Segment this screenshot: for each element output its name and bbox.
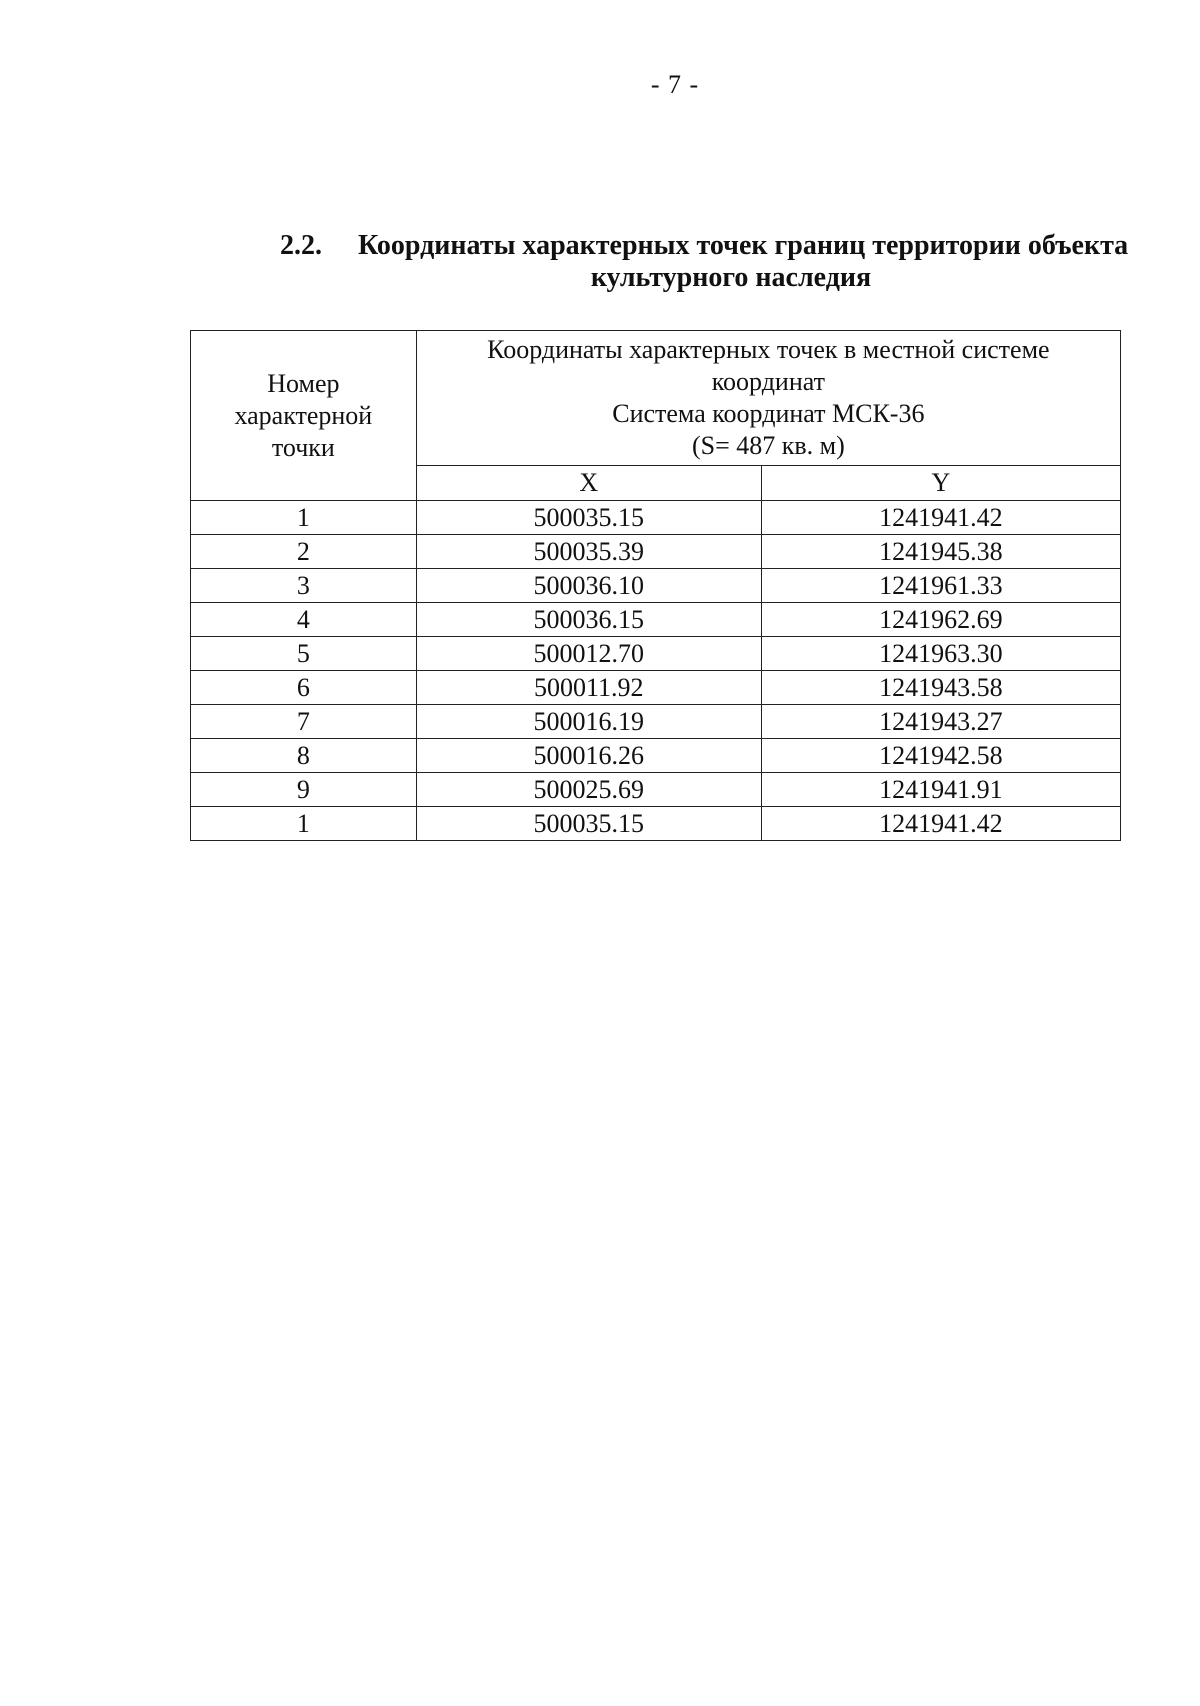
point-cell: 4 xyxy=(191,603,417,637)
point-cell: 3 xyxy=(191,569,417,603)
point-number-header: Номер характерной точки xyxy=(191,331,417,501)
table-row xyxy=(191,705,1121,739)
point-cell: 6 xyxy=(191,671,417,705)
y-cell: 1241963.30 xyxy=(761,637,1120,671)
x-cell: 500036.10 xyxy=(416,569,761,603)
y-cell: 1241961.33 xyxy=(761,569,1120,603)
section-heading xyxy=(280,230,1160,294)
x-cell: 500025.69 xyxy=(416,773,761,807)
table-row xyxy=(191,569,1121,603)
table-row xyxy=(191,603,1121,637)
point-cell: 1 xyxy=(191,807,417,841)
point-cell: 2 xyxy=(191,535,417,569)
coordinates-table xyxy=(190,330,1121,841)
point-cell: 1 xyxy=(191,501,417,535)
point-cell: 9 xyxy=(191,773,417,807)
x-column-header: X xyxy=(416,466,761,501)
page-number: - 7 - xyxy=(650,70,700,99)
point-cell: 7 xyxy=(191,705,417,739)
y-cell: 1241941.42 xyxy=(761,501,1120,535)
x-cell: 500016.26 xyxy=(416,739,761,773)
table-row xyxy=(191,807,1121,841)
x-cell: 500011.92 xyxy=(416,671,761,705)
x-cell: 500035.15 xyxy=(416,807,761,841)
y-cell: 1241962.69 xyxy=(761,603,1120,637)
section-title-line1: Координаты характерных точек границ территории объекта xyxy=(358,230,1129,261)
section-title-line2: культурного наследия xyxy=(590,262,872,293)
point-cell: 8 xyxy=(191,739,417,773)
coordinates-header: Координаты характерных точек в местной системе координат Система координат МСК-36 (S= 487 кв. м) xyxy=(416,331,1120,466)
section-number: 2.2. xyxy=(280,230,322,261)
x-cell: 500036.15 xyxy=(416,603,761,637)
y-cell: 1241941.91 xyxy=(761,773,1120,807)
y-cell: 1241942.58 xyxy=(761,739,1120,773)
x-cell: 500012.70 xyxy=(416,637,761,671)
y-cell: 1241945.38 xyxy=(761,535,1120,569)
point-cell: 5 xyxy=(191,637,417,671)
table-row xyxy=(191,501,1121,535)
table-row xyxy=(191,739,1121,773)
x-cell: 500035.39 xyxy=(416,535,761,569)
y-cell: 1241941.42 xyxy=(761,807,1120,841)
table-row xyxy=(191,671,1121,705)
x-cell: 500035.15 xyxy=(416,501,761,535)
y-cell: 1241943.58 xyxy=(761,671,1120,705)
table-row xyxy=(191,535,1121,569)
y-column-header: Y xyxy=(761,466,1120,501)
x-cell: 500016.19 xyxy=(416,705,761,739)
y-cell: 1241943.27 xyxy=(761,705,1120,739)
table-row xyxy=(191,637,1121,671)
table-row xyxy=(191,773,1121,807)
